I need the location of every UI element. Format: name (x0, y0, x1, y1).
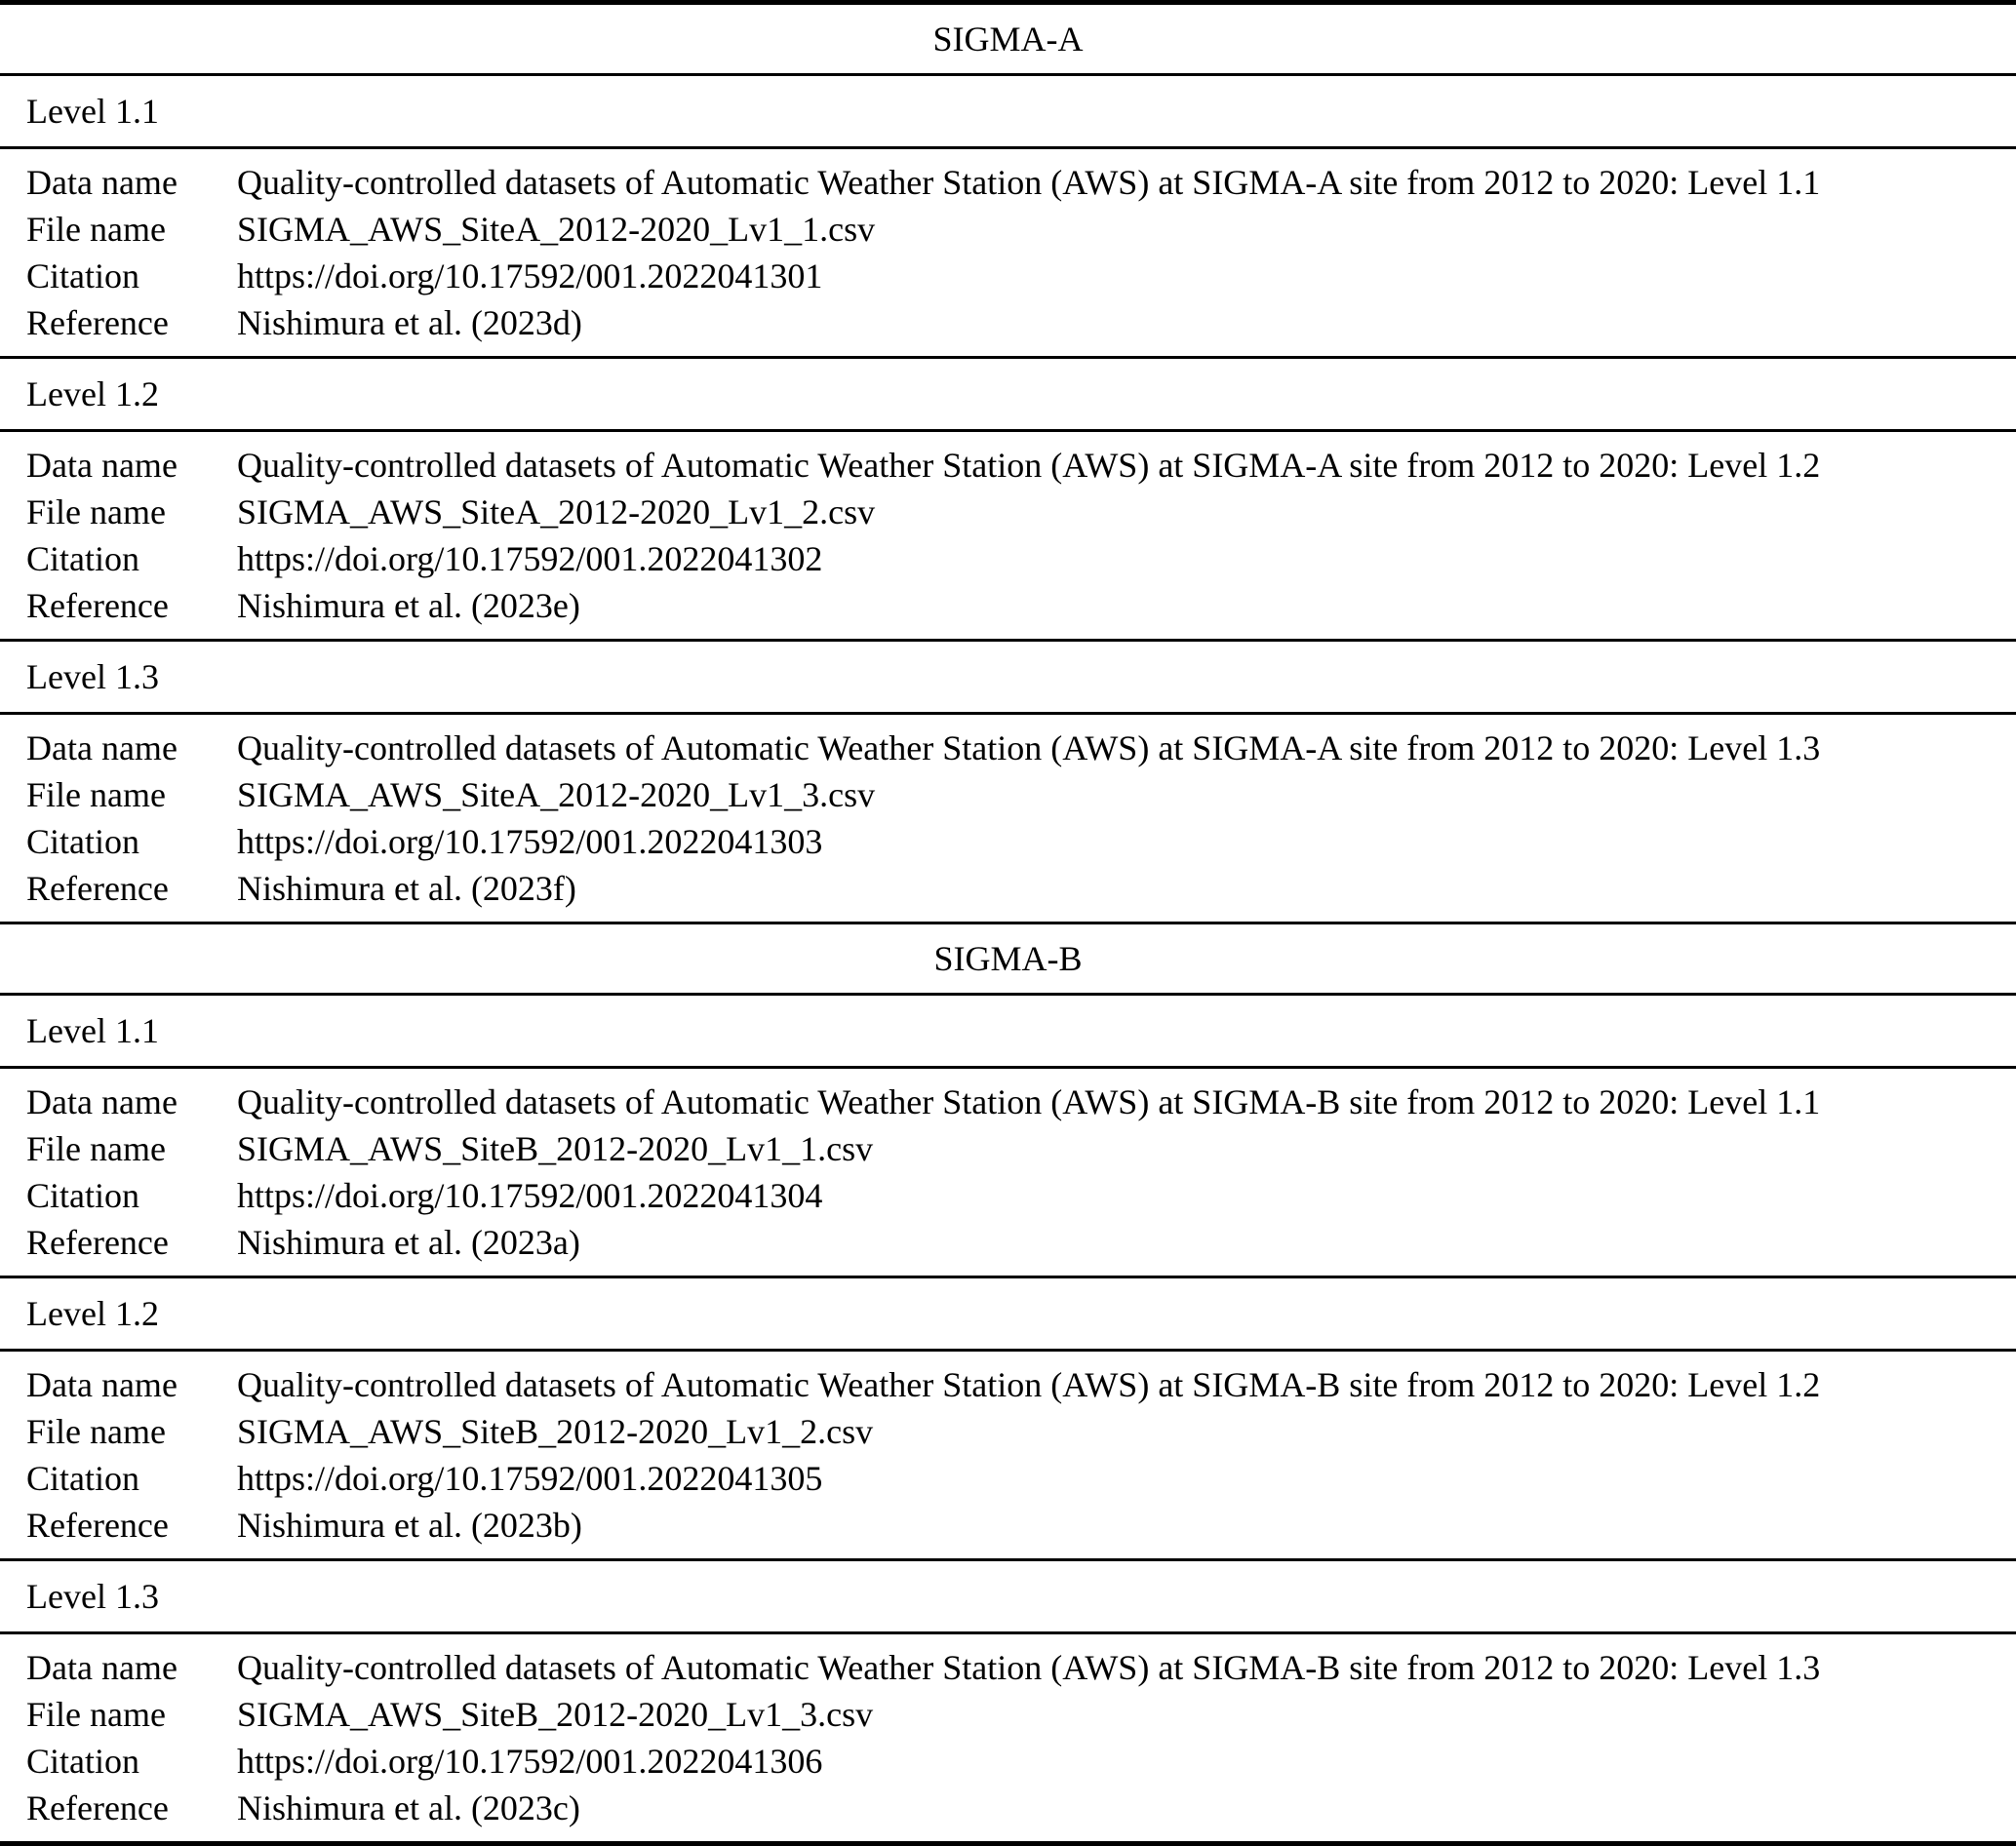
citation-label: Citation (26, 822, 139, 861)
file-name-value: SIGMA_AWS_SiteA_2012-2020_Lv1_3.csv (237, 775, 876, 814)
level-header-b-1-2: Level 1.2 (26, 1294, 159, 1333)
dataset-block-a-1-2 (0, 432, 2016, 639)
level-header-b-1-3: Level 1.3 (26, 1577, 159, 1616)
level-header-b-1-1: Level 1.1 (26, 1011, 159, 1050)
citation-doi-link[interactable]: https://doi.org/10.17592/001.2022041304 (237, 1176, 823, 1215)
citation-label: Citation (26, 256, 139, 295)
data-name-label: Data name (26, 1365, 178, 1404)
reference-label: Reference (26, 303, 169, 342)
data-name-value: Quality-controlled datasets of Automatic Weather Station (AWS) at SIGMA-A site from 2012 to 2020: Level 1.1 (237, 163, 1821, 202)
reference-value: Nishimura et al. (2023b) (237, 1506, 582, 1545)
data-name-label: Data name (26, 446, 178, 485)
dataset-block-a-1-1 (0, 149, 2016, 356)
reference-value: Nishimura et al. (2023f) (237, 869, 576, 908)
file-name-label: File name (26, 1412, 166, 1451)
citation-label: Citation (26, 1742, 139, 1781)
level-header-a-1-1: Level 1.1 (26, 92, 159, 131)
data-name-label: Data name (26, 1082, 178, 1121)
reference-label: Reference (26, 869, 169, 908)
file-name-label: File name (26, 775, 166, 814)
reference-label: Reference (26, 1223, 169, 1262)
file-name-value: SIGMA_AWS_SiteB_2012-2020_Lv1_1.csv (237, 1129, 874, 1168)
reference-value: Nishimura et al. (2023e) (237, 586, 580, 625)
data-name-value: Quality-controlled datasets of Automatic Weather Station (AWS) at SIGMA-B site from 2012 to 2020: Level 1.3 (237, 1648, 1821, 1687)
file-name-value: SIGMA_AWS_SiteA_2012-2020_Lv1_1.csv (237, 210, 876, 249)
citation-label: Citation (26, 1459, 139, 1498)
reference-label: Reference (26, 1506, 169, 1545)
dataset-block-a-1-3 (0, 715, 2016, 922)
citation-doi-link[interactable]: https://doi.org/10.17592/001.2022041301 (237, 256, 823, 295)
data-name-value: Quality-controlled datasets of Automatic Weather Station (AWS) at SIGMA-A site from 2012 to 2020: Level 1.2 (237, 446, 1821, 485)
reference-label: Reference (26, 586, 169, 625)
file-name-value: SIGMA_AWS_SiteA_2012-2020_Lv1_2.csv (237, 492, 876, 531)
level-header-a-1-2: Level 1.2 (26, 374, 159, 413)
data-name-label: Data name (26, 163, 178, 202)
dataset-block-b-1-2 (0, 1352, 2016, 1558)
data-name-value: Quality-controlled datasets of Automatic Weather Station (AWS) at SIGMA-A site from 2012 to 2020: Level 1.3 (237, 728, 1821, 767)
file-name-label: File name (26, 1695, 166, 1734)
file-name-label: File name (26, 492, 166, 531)
level-header-a-1-3: Level 1.3 (26, 657, 159, 696)
data-name-label: Data name (26, 1648, 178, 1687)
citation-doi-link[interactable]: https://doi.org/10.17592/001.2022041302 (237, 539, 823, 578)
citation-doi-link[interactable]: https://doi.org/10.17592/001.2022041303 (237, 822, 823, 861)
citation-doi-link[interactable]: https://doi.org/10.17592/001.2022041305 (237, 1459, 823, 1498)
data-name-value: Quality-controlled datasets of Automatic Weather Station (AWS) at SIGMA-B site from 2012 to 2020: Level 1.2 (237, 1365, 1821, 1404)
dataset-block-b-1-1 (0, 1069, 2016, 1276)
citation-doi-link[interactable]: https://doi.org/10.17592/001.2022041306 (237, 1742, 823, 1781)
reference-value: Nishimura et al. (2023a) (237, 1223, 580, 1262)
citation-label: Citation (26, 539, 139, 578)
file-name-label: File name (26, 210, 166, 249)
reference-value: Nishimura et al. (2023d) (237, 303, 582, 342)
citation-label: Citation (26, 1176, 139, 1215)
reference-value: Nishimura et al. (2023c) (237, 1788, 580, 1827)
site-header-sigma-a: SIGMA-A (932, 20, 1084, 59)
reference-label: Reference (26, 1788, 169, 1827)
dataset-block-b-1-3 (0, 1634, 2016, 1841)
data-name-value: Quality-controlled datasets of Automatic Weather Station (AWS) at SIGMA-B site from 2012 to 2020: Level 1.1 (237, 1082, 1821, 1121)
data-name-label: Data name (26, 728, 178, 767)
file-name-value: SIGMA_AWS_SiteB_2012-2020_Lv1_2.csv (237, 1412, 874, 1451)
file-name-value: SIGMA_AWS_SiteB_2012-2020_Lv1_3.csv (237, 1695, 874, 1734)
file-name-label: File name (26, 1129, 166, 1168)
site-header-sigma-b: SIGMA-B (933, 939, 1083, 978)
